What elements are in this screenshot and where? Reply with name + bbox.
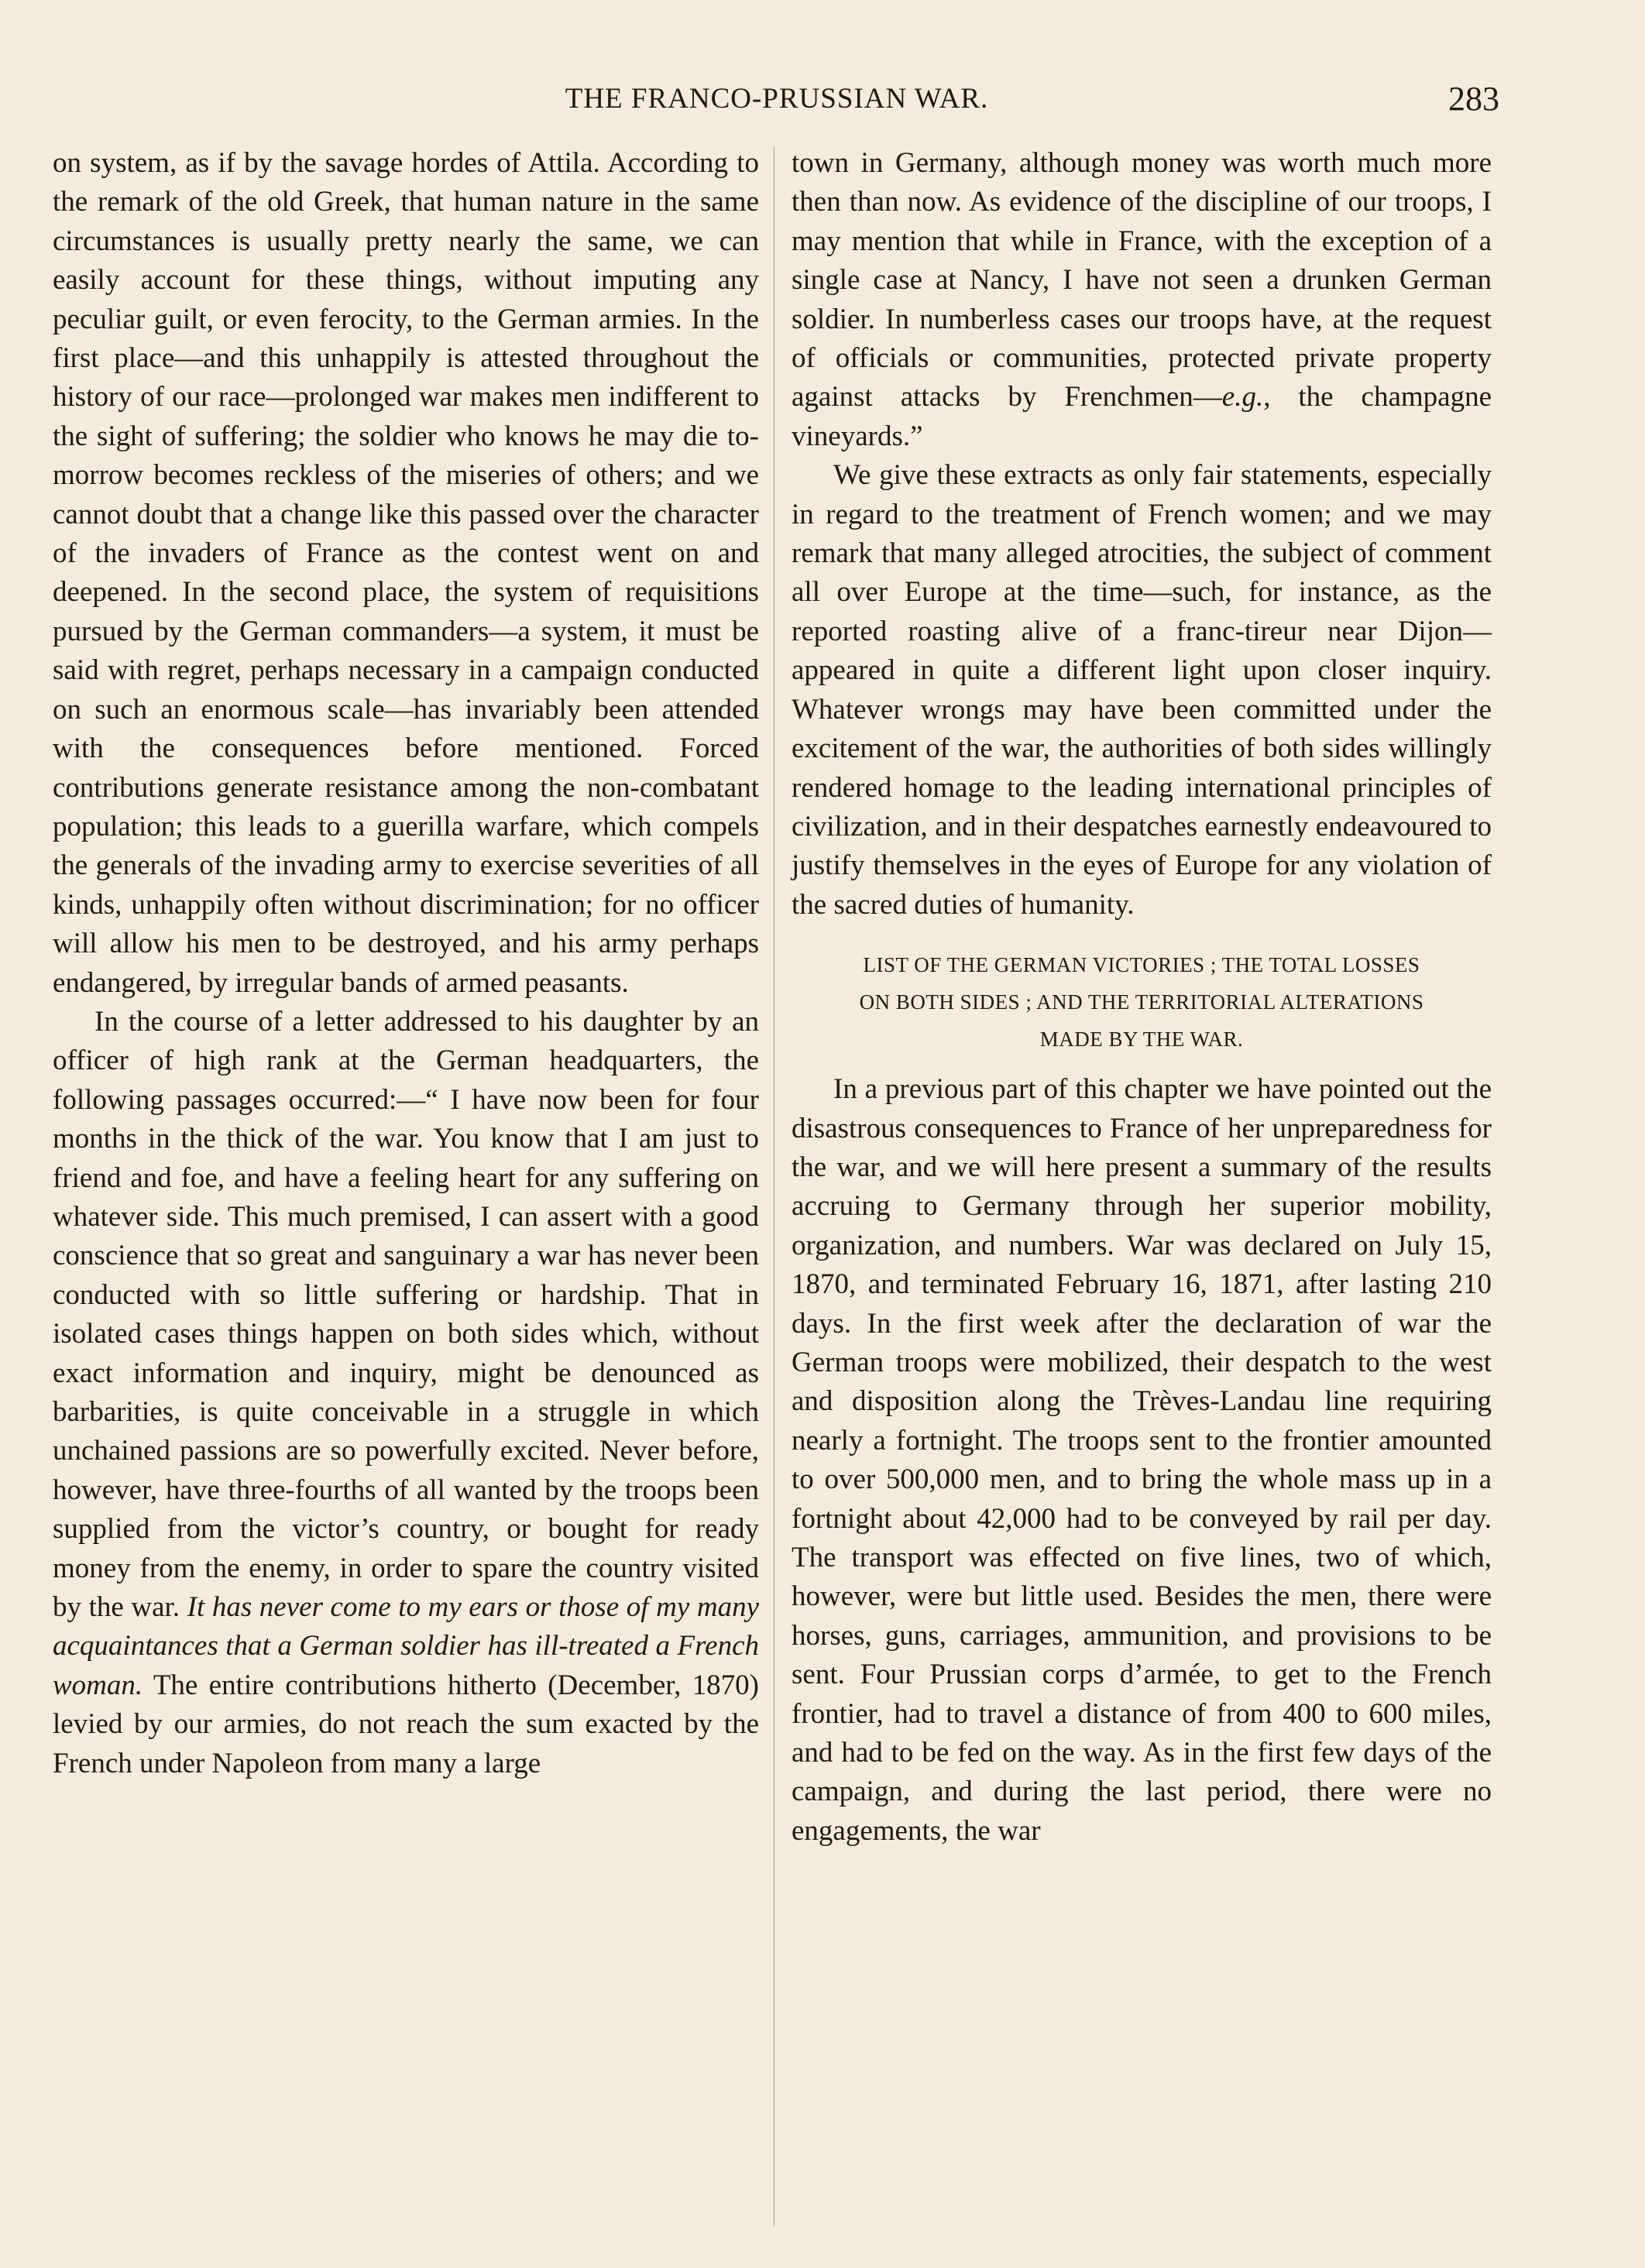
left-paragraph-2	[53, 1003, 759, 1783]
letter-italic-passage: It has never come to my ears or those of my many acquaintances that a German soldier has ill-treated a French woman.	[53, 1591, 759, 1701]
right-paragraph-1-end: , the champagne vineyards.”	[792, 381, 1492, 452]
left-paragraph-1: on system, as if by the savage hordes of Attila. According to the remark of the old Greek, that human nature in the same circumstances is usually pretty nearly the same, we can easily account for these things, without imputing any peculiar guilt, or even ferocity, to the German armies. In the first place—and this unhappily is attested throughout the history of our race—prolonged war makes men indifferent to the sight of suffering; the soldier who knows he may die to-morrow becomes reckless of the miseries of others; and we cannot doubt that a change like this passed over the character of the invaders of France as the contest went on and deepened. In the second place, the system of requisitions pursued by the German commanders—a system, it must be said with regret, perhaps necessary in a campaign conducted on such an enormous scale—has invariably been attended with the consequences before mentioned. Forced contributions generate resistance among the non-combatant population; this leads to a guerilla warfare, which compels the generals of the invading army to exercise severities of all kinds, unhappily often without discrimination; for no officer will allow his men to be destroyed, and his army perhaps endangered, by irregular bands of armed peasants.	[53, 147, 759, 999]
section-heading-line-2: ON BOTH SIDES ; AND THE TERRITORIAL ALTERATIONS	[859, 990, 1424, 1014]
section-heading	[792, 946, 1492, 1058]
section-heading-line-1: LIST OF THE GERMAN VICTORIES ; THE TOTAL LOSSES	[863, 953, 1420, 977]
right-paragraph-3: In a previous part of this chapter we have pointed out the disastrous consequences to France of her unpreparedness for the war, and we will here present a summary of the results accruing to Germany through her superior mobility, organization, and numbers. War was declared on July 15, 1870, and terminated February 16, 1871, after lasting 210 days. In the first week after the declaration of war the German troops were mobilized, their despatch to the west and disposition along the Trèves-Landau line requiring nearly a fortnight. The troops sent to the frontier amounted to over 500,000 men, and to bring the whole mass up in a fortnight about 42,000 had to be conveyed by rail per day. The transport was effected on five lines, two of which, however, were but little used. Besides the men, there were horses, guns, carriages, ammunition, and provisions to be sent. Four Prussian corps d’armée, to get to the French frontier, had to travel a distance of from 400 to 600 miles, and had to be fed on the way. As in the first few days of the campaign, and during the last period, there were no engagements, the war	[792, 1073, 1492, 1847]
section-heading-line-3: MADE BY THE WAR.	[1039, 1028, 1244, 1052]
page-number: 283	[1448, 80, 1499, 118]
eg-abbreviation: e.g.	[1221, 381, 1264, 413]
letter-text-start: In the course of a letter addressed to his daughter by an officer of high rank at the German headquarters, the following passages occurred:—“ I have now been for four months in the thick of the war. You know that I am just to friend and foe, and have a feeling heart for any suffering on whatever side. This much premised, I can assert with a good conscience that so great and sanguinary a war has never been conducted with so little suffering or hardship. That in isolated cases things happen on both sides which, without exact information and inquiry, might be denounced as barbarities, is quite conceivable in a struggle in which unchained passions are so powerfully excited. Never before, however, have three-fourths of all wanted by the troops been supplied from the victor’s country, or bought for ready money from the enemy, in order to spare the country visited by the war.	[53, 1005, 759, 1624]
letter-text-end: The entire contributions hitherto (December, 1870) levied by our armies, do not reach the sum exacted by the French under Napoleon from many a large	[53, 1669, 759, 1779]
right-paragraph-1	[792, 144, 1492, 456]
right-paragraph-2: We give these extracts as only fair statements, especially in regard to the treatment of French women; and we may remark that many alleged atrocities, the subject of comment all over Europe at the time—such, for instance, as the reported roasting alive of a franc-tireur near Dijon—appeared in quite a different light upon closer inquiry. Whatever wrongs may have been committed under the excitement of the war, the authorities of both sides willingly rendered homage to the leading international principles of civilization, and in their despatches earnestly endeavoured to justify themselves in the eyes of Europe for any violation of the sacred duties of humanity.	[792, 459, 1492, 921]
right-column	[792, 144, 1492, 1851]
page-header	[54, 82, 1499, 122]
left-column	[53, 144, 759, 1783]
right-paragraph-1-text: town in Germany, although money was worth much more then than now. As evidence of the discipline of our troops, I may mention that while in France, with the exception of a single case at Nancy, I have not seen a drunken German soldier. In numberless cases our troops have, at the request of officials or communities, protected private property against attacks by Frenchmen—	[792, 147, 1492, 413]
running-title: THE FRANCO-PRUSSIAN WAR.	[565, 83, 989, 115]
